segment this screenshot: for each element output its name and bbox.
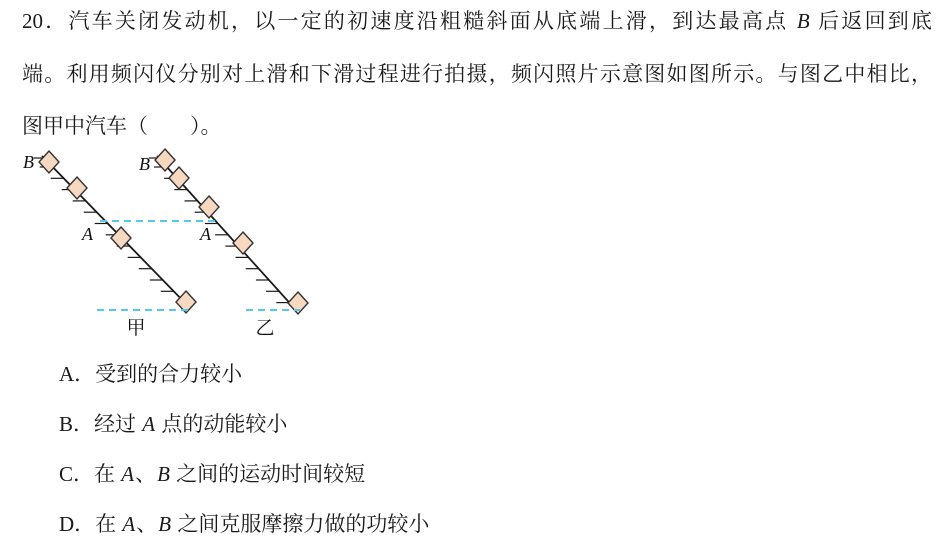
text-run: 、 — [136, 512, 158, 536]
figure-drawing — [34, 149, 308, 314]
car-marker — [155, 149, 175, 171]
text-run: 点的动能较小 — [156, 412, 288, 436]
car-marker — [199, 196, 219, 218]
option-b — [59, 410, 287, 438]
text-run: D．在 — [59, 512, 122, 536]
point-a-label-jia: A — [82, 224, 93, 244]
question-line-1 — [22, 7, 932, 35]
point-a-label-yi: A — [200, 224, 211, 244]
caption-yi: 乙 — [255, 318, 275, 339]
caption-jia: 甲 — [126, 318, 146, 339]
text-run: 之间克服摩擦力做的功较小 — [172, 512, 430, 536]
text-run: 之间的运动时间较短 — [170, 462, 366, 486]
text-run: 汽车关闭发动机，以一定的初速度沿粗糙斜面从底端上滑，到达最高点 — [68, 9, 796, 33]
text-run: 20． — [22, 9, 69, 33]
math-variable: A — [122, 512, 136, 536]
car-marker — [169, 167, 189, 189]
math-variable: A — [142, 412, 156, 436]
text-run: A．受到的合力较小 — [59, 362, 243, 386]
math-variable: B — [157, 462, 170, 486]
math-variable: B — [158, 512, 172, 536]
question-line-2 — [22, 60, 932, 88]
option-d — [59, 510, 429, 538]
strobe-photo-figure — [0, 140, 330, 355]
option-c — [59, 460, 365, 488]
car-marker — [233, 232, 253, 254]
point-b-label-yi: B — [139, 154, 150, 174]
point-b-label-jia: B — [23, 152, 34, 172]
math-variable: A — [121, 462, 135, 486]
car-marker — [67, 177, 87, 199]
text-run: 后返回到底 — [810, 9, 933, 33]
math-variable: B — [796, 9, 810, 33]
text-run: C．在 — [59, 462, 121, 486]
question-line-3 — [22, 112, 932, 140]
text-run: 、 — [135, 462, 157, 486]
text-run: 图甲中汽车（ ）。 — [22, 114, 222, 138]
text-run: B．经过 — [59, 412, 142, 436]
text-run: 端。利用频闪仪分别对上滑和下滑过程进行拍摄，频闪照片示意图如图所示。与图乙中相比， — [22, 62, 932, 86]
option-a — [59, 360, 242, 388]
